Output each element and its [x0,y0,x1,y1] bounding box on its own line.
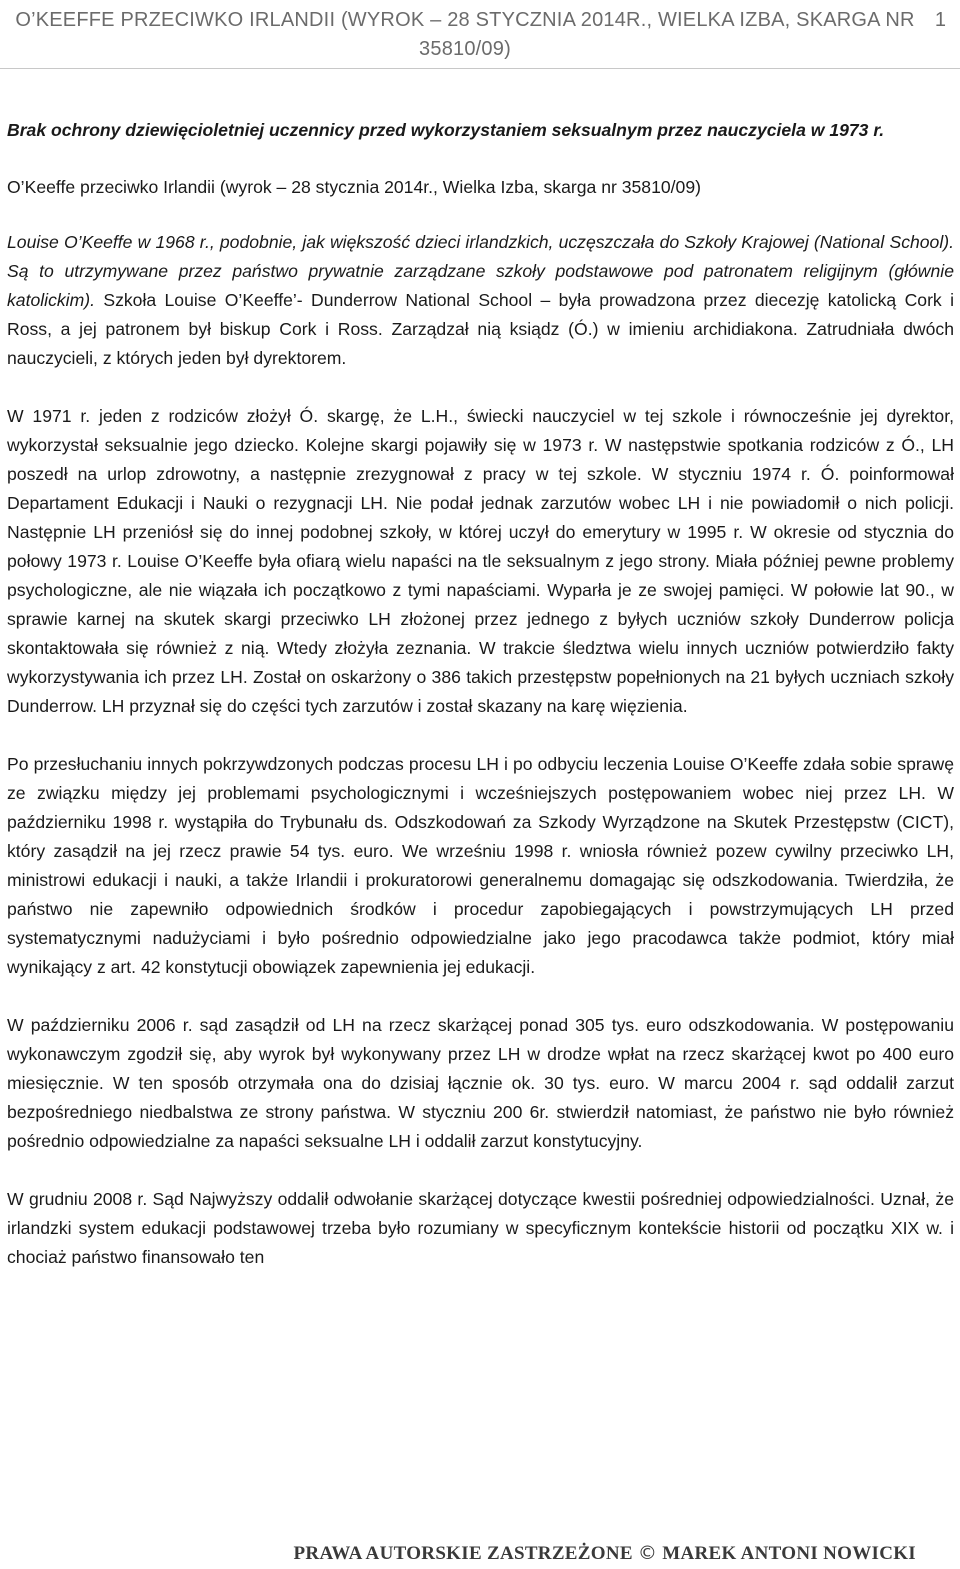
footer-author: MAREK ANTONI NOWICKI [662,1543,916,1564]
paragraph-3: Po przesłuchaniu innych pokrzywdzonych podczas procesu LH i po odbyciu leczenia Louise O’Keeffe zdała sobie sprawę ze związku między jej problemami psychologicznymi i wcześniejszych postępowaniem wobec niej przez LH. W październiku 1998 r. wystąpiła do Trybunału ds. Odszkodowań za Szkody Wyrządzone na Skutek Przestępstw (CICT), który zasądził na jej rzecz prawie 54 tys. euro. We wrześniu 1998 r. wniosła również pozew cywilny przeciwko LH, ministrowi edukacji i nauki, a także Irlandii i prokuratorowi generalnemu domagając się odszkodowania. Twierdziła, że państwo nie zapewniło odpowiednich środków i procedur zapobiegających i powstrzymujących LH przed systematycznymi nadużyciami i było pośrednio odpowiedzialne jako jego pracodawca także podmiot, który miał wynikający z art. 42 konstytucji obowiązek zapewnienia jej edukacji. [7,754,954,977]
footer-text [294,1540,916,1567]
paragraph-1-rest: Szkoła Louise O’Keeffe’- Dunderrow National School – była prowadzona przez diecezję katolicką Cork i Ross, a jej patronem był biskup Cork i Ross. Zarządzał nią ksiądz (Ó.) w imieniu archidiakona. Zatrudniała dwóch nauczycieli, z których jeden był dyrektorem. [7,290,954,368]
paragraph-5: W grudniu 2008 r. Sąd Najwyższy oddalił odwołanie skarżącej dotyczące kwestii pośredniej odpowiedzialności. Uznał, że irlandzki system edukacji podstawowej trzeba było rozumiany w specyficznym kontekście historii od początku XIX w. i chociaż państwo finansowało ten [7,1189,954,1267]
paragraph-4: W październiku 2006 r. sąd zasądził od LH na rzecz skarżącej ponad 305 tys. euro odszkodowania. W postępowaniu wykonawczym zgodził się, aby wyrok był wykonywany przez LH w drodze wpłat na rzecz skarżącej kwot po 400 euro miesięcznie. W ten sposób otrzymała ona do dzisiaj łącznie ok. 30 tys. euro. W marcu 2004 r. sąd oddalił zarzut bezpośredniego niedbalstwa ze strony państwa. W styczniu 200 6r. stwierdził natomiast, że państwo nie było również pośrednio odpowiedzialne za napaści seksualne LH i oddalił zarzut konstytucyjny. [7,1015,954,1151]
header-title: O’KEEFFE PRZECIWKO IRLANDII (WYROK – 28 STYCZNIA 2014R., WIELKA IZBA, SKARGA NR 35810/09) [15,9,915,60]
paragraph-1 [7,228,954,373]
page-footer [0,1538,960,1569]
footer-rights: PRAWA AUTORSKIE ZASTRZEŻONE [293,1543,633,1564]
paragraph-2: W 1971 r. jeden z rodziców złożył Ó. skargę, że L.H., świecki nauczyciel w tej szkole i równocześnie jej dyrektor, wykorzystał seksualnie jego dziecko. Kolejne skargi pojawiły się w 1973 r. W następstwie spotkania rodziców z Ó., LH poszedł na urlop zdrowotny, a następnie zrezygnował z pracy w tej szkole. W styczniu 1974 r. Ó. poinformował Departament Edukacji i Nauki o rezygnacji LH. Nie podał jednak zarzutów wobec LH i nie powiadomił o nich policji. Następnie LH przeniósł się do innej podobnej szkoły, w której uczył do emerytury w 1995 r. W okresie od stycznia do połowy 1973 r. Louise O’Keeffe była ofiarą wielu napaści na tle seksualnym z jego strony. Miała później pewne problemy psychologiczne, ale nie wiązała ich początkowo z tymi napaściami. Wyparła je ze swojej pamięci. W połowie lat 90., w sprawie karnej na skutek skargi przeciwko LH złożonej przez jednego z byłych uczniów szkoły Dunderrow policja skontaktowała się również z nią. Wtedy złożyła zeznania. W trakcie śledztwa wielu innych uczniów potwierdziło fakty wykorzystywania ich przez LH. Został on oskarżony o 386 takich przestępstw popełnionych na 21 byłych uczniach szkoły Dunderrow. LH przyznał się do części tych zarzutów i został skazany na karę więzienia. [7,406,954,716]
page-header [0,0,960,69]
case-title: O’Keeffe przeciwko Irlandii (wyrok – 28 stycznia 2014r., Wielka Izba, skarga nr 35810/09) [7,177,701,197]
copyright-icon: © [637,1542,658,1564]
lead-summary: Brak ochrony dziewięcioletniej uczennicy przed wykorzystaniem seksualnym przez nauczyciela w 1973 r. [7,120,885,140]
paragraph-1-italic: Louise O’Keeffe w 1968 r., podobnie, jak większość dzieci irlandzkich, uczęszczała do Szkoły Krajowej (National School). Są to utrzymywane przez państwo prywatnie zarządzane szkoły podstawowe pod patronatem religijnym (głównie katolickim). [7,232,954,310]
page-number: 1 [934,9,946,31]
document-body [7,116,954,1272]
